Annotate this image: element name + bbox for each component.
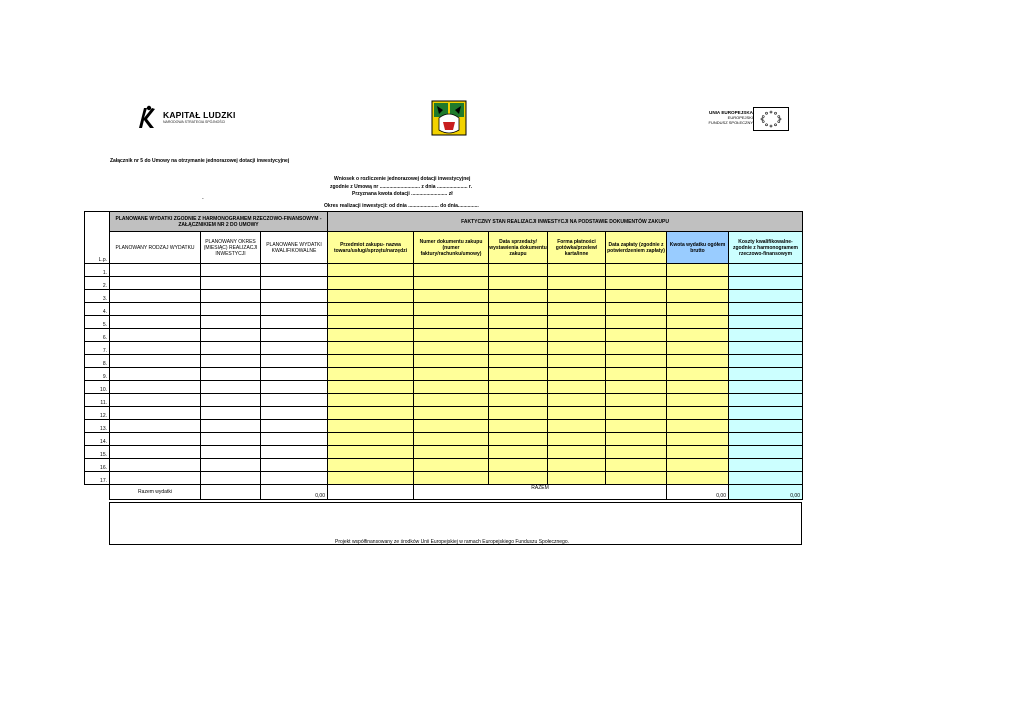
table-cell[interactable] — [110, 342, 201, 355]
table-cell[interactable] — [548, 433, 606, 446]
table-cell[interactable] — [548, 277, 606, 290]
table-cell[interactable] — [328, 459, 414, 472]
table-cell[interactable] — [489, 381, 548, 394]
table-cell[interactable] — [548, 329, 606, 342]
table-cell[interactable] — [606, 407, 667, 420]
table-cell[interactable] — [548, 459, 606, 472]
row-number: 2. — [85, 277, 110, 290]
table-cell[interactable] — [414, 303, 489, 316]
row-number: 1. — [85, 264, 110, 277]
table-cell[interactable] — [667, 459, 729, 472]
table-cell[interactable] — [489, 368, 548, 381]
period-line: Okres realizacji inwestycji: od dnia ...................... do dnia............... — [324, 203, 479, 209]
table-cell[interactable] — [548, 407, 606, 420]
table-cell[interactable] — [328, 264, 414, 277]
table-cell[interactable] — [667, 446, 729, 459]
expense-table — [84, 211, 803, 500]
table-cell[interactable] — [729, 368, 803, 381]
table-cell[interactable] — [667, 368, 729, 381]
table-cell[interactable] — [548, 290, 606, 303]
row-number: 5. — [85, 316, 110, 329]
table-cell[interactable] — [328, 342, 414, 355]
table-cell[interactable] — [667, 407, 729, 420]
table-cell[interactable] — [489, 277, 548, 290]
table-cell[interactable] — [201, 329, 261, 342]
table-cell[interactable] — [328, 303, 414, 316]
table-cell[interactable] — [201, 472, 261, 485]
table-cell[interactable] — [110, 316, 201, 329]
table-cell[interactable] — [261, 264, 328, 277]
row-number: 3. — [85, 290, 110, 303]
row-number: 14. — [85, 433, 110, 446]
table-cell[interactable] — [261, 446, 328, 459]
sum-gross-value: 0,00 — [667, 485, 729, 500]
table-cell[interactable] — [548, 381, 606, 394]
table-row — [85, 264, 803, 277]
table-cell[interactable] — [328, 381, 414, 394]
table-cell[interactable] — [328, 420, 414, 433]
table-cell[interactable] — [489, 303, 548, 316]
kapital-ludzki-logo — [135, 102, 245, 132]
table-cell[interactable] — [201, 277, 261, 290]
table-row — [85, 290, 803, 303]
col-doc-number: Numer dokumentu zakupu (numer faktury/rachunku/umowy) — [414, 232, 489, 264]
table-cell[interactable] — [489, 290, 548, 303]
eu-logo — [697, 107, 789, 131]
table-row — [85, 342, 803, 355]
table-cell[interactable] — [261, 459, 328, 472]
table-cell[interactable] — [729, 303, 803, 316]
table-cell[interactable] — [489, 420, 548, 433]
table-cell[interactable] — [201, 446, 261, 459]
table-cell[interactable] — [110, 329, 201, 342]
table-row — [85, 459, 803, 472]
table-cell[interactable] — [261, 394, 328, 407]
table-cell[interactable] — [201, 420, 261, 433]
table-cell[interactable] — [414, 394, 489, 407]
table-cell[interactable] — [489, 433, 548, 446]
table-cell[interactable] — [414, 446, 489, 459]
table-cell[interactable] — [729, 264, 803, 277]
col-payment-date: Data zapłaty (zgodnie z potwierdzeniem zapłaty) — [606, 232, 667, 264]
table-cell[interactable] — [261, 368, 328, 381]
table-cell[interactable] — [606, 290, 667, 303]
row-number: 15. — [85, 446, 110, 459]
table-row — [85, 420, 803, 433]
table-cell[interactable] — [667, 290, 729, 303]
table-cell[interactable] — [261, 342, 328, 355]
table-cell[interactable] — [414, 472, 489, 485]
table-cell[interactable] — [729, 277, 803, 290]
row-number: 7. — [85, 342, 110, 355]
table-cell[interactable] — [261, 316, 328, 329]
table-cell[interactable] — [729, 342, 803, 355]
table-cell[interactable] — [414, 407, 489, 420]
table-cell[interactable] — [110, 277, 201, 290]
table-cell[interactable] — [328, 472, 414, 485]
table-cell[interactable] — [201, 316, 261, 329]
table-cell[interactable] — [261, 433, 328, 446]
table-cell[interactable] — [606, 264, 667, 277]
kapital-ludzki-subtitle: NARODOWA STRATEGIA SPÓJNOŚCI — [163, 119, 226, 124]
table-cell[interactable] — [548, 355, 606, 368]
table-row — [85, 381, 803, 394]
lp-header: L.p. — [85, 212, 110, 264]
table-cell[interactable] — [729, 433, 803, 446]
attachment-title: Załącznik nr 5 do Umowy na otrzymanie jednorazowej dotacji inwestycyjnej — [110, 158, 290, 164]
request-title: Wniosek o rozliczenie jednorazowej dotacji inwestycyjnej — [334, 176, 471, 182]
table-cell[interactable] — [261, 290, 328, 303]
table-cell[interactable] — [548, 264, 606, 277]
table-cell[interactable] — [548, 368, 606, 381]
table-cell[interactable] — [548, 316, 606, 329]
table-cell[interactable] — [328, 433, 414, 446]
table-cell[interactable] — [201, 433, 261, 446]
table-cell[interactable] — [606, 420, 667, 433]
row-number: 16. — [85, 459, 110, 472]
eu-line3: FUNDUSZ SPOŁECZNY — [708, 120, 753, 125]
table-cell[interactable] — [110, 368, 201, 381]
table-cell[interactable] — [110, 420, 201, 433]
table-cell[interactable] — [729, 459, 803, 472]
table-row — [85, 368, 803, 381]
eu-line2: EUROPEJSKI — [727, 115, 753, 120]
table-cell[interactable] — [729, 355, 803, 368]
table-cell[interactable] — [110, 394, 201, 407]
table-cell[interactable] — [489, 355, 548, 368]
table-cell[interactable] — [667, 472, 729, 485]
table-cell[interactable] — [414, 290, 489, 303]
table-cell[interactable] — [201, 394, 261, 407]
table-cell[interactable] — [729, 316, 803, 329]
eu-flag-icon — [753, 107, 789, 131]
table-cell[interactable] — [489, 329, 548, 342]
table-cell[interactable] — [261, 355, 328, 368]
table-cell[interactable] — [414, 342, 489, 355]
table-cell[interactable] — [328, 277, 414, 290]
table-cell[interactable] — [606, 394, 667, 407]
col-planned-type: PLANOWANY RODZAJ WYDATKU — [110, 232, 201, 264]
table-cell[interactable] — [667, 394, 729, 407]
planned-group-header: PLANOWANE WYDATKI ZGODNIE Z HARMONOGRAMEM RZECZOWO-FINANSOWYM - ZAŁĄCZNIKIEM NR 2 DO UMOWY — [110, 212, 328, 232]
table-cell[interactable] — [606, 459, 667, 472]
table-cell[interactable] — [606, 303, 667, 316]
table-row — [85, 355, 803, 368]
table-cell[interactable] — [606, 381, 667, 394]
table-cell[interactable] — [201, 407, 261, 420]
table-cell[interactable] — [667, 316, 729, 329]
sum-label: Razem wydatki — [110, 485, 201, 500]
table-cell[interactable] — [328, 368, 414, 381]
table-cell[interactable] — [261, 303, 328, 316]
table-cell[interactable] — [328, 316, 414, 329]
table-cell[interactable] — [110, 472, 201, 485]
table-row — [85, 407, 803, 420]
table-cell[interactable] — [110, 446, 201, 459]
table-cell[interactable] — [489, 459, 548, 472]
table-cell[interactable] — [606, 368, 667, 381]
table-cell[interactable] — [110, 407, 201, 420]
table-cell[interactable] — [261, 277, 328, 290]
coat-of-arms-icon — [431, 100, 467, 136]
table-cell[interactable] — [729, 472, 803, 485]
col-gross: Kwota wydatku ogółem brutto — [667, 232, 729, 264]
table-cell[interactable] — [489, 407, 548, 420]
razem-label: RAZEM — [414, 485, 667, 500]
table-cell[interactable] — [606, 355, 667, 368]
table-cell[interactable] — [489, 264, 548, 277]
row-number: 11. — [85, 394, 110, 407]
table-cell[interactable] — [201, 381, 261, 394]
table-cell[interactable] — [667, 433, 729, 446]
table-cell[interactable] — [729, 407, 803, 420]
table-cell[interactable] — [729, 420, 803, 433]
table-cell[interactable] — [548, 420, 606, 433]
table-cell[interactable] — [201, 355, 261, 368]
table-cell[interactable] — [414, 433, 489, 446]
sum-period-cell — [201, 485, 261, 500]
table-cell[interactable] — [667, 420, 729, 433]
table-cell[interactable] — [667, 381, 729, 394]
table-cell[interactable] — [261, 420, 328, 433]
row-number: 10. — [85, 381, 110, 394]
table-cell[interactable] — [667, 303, 729, 316]
table-cell[interactable] — [606, 316, 667, 329]
table-cell[interactable] — [110, 264, 201, 277]
table-row — [85, 316, 803, 329]
table-cell[interactable] — [414, 355, 489, 368]
table-row — [85, 277, 803, 290]
table-cell[interactable] — [201, 368, 261, 381]
table-cell[interactable] — [667, 264, 729, 277]
table-cell[interactable] — [110, 290, 201, 303]
table-cell[interactable] — [548, 342, 606, 355]
table-cell[interactable] — [261, 381, 328, 394]
table-row — [85, 329, 803, 342]
row-number: 8. — [85, 355, 110, 368]
table-cell[interactable] — [606, 277, 667, 290]
row-number: 17. — [85, 472, 110, 485]
kapital-ludzki-emblem-icon — [135, 104, 157, 130]
table-cell[interactable] — [414, 420, 489, 433]
row-number: 4. — [85, 303, 110, 316]
grant-amount-line: Przyznana kwota dotacji .......................... zł — [352, 191, 453, 197]
table-cell[interactable] — [328, 290, 414, 303]
eu-line1: UNIA EUROPEJSKA — [709, 110, 753, 115]
col-planned-qualified: PLANOWANE WYDATKI KWALIFIKOWALNE — [261, 232, 328, 264]
row-number: 13. — [85, 420, 110, 433]
actual-group-header: FAKTYCZNY STAN REALIZACJI INWESTYCJI NA PODSTAWIE DOKUMENTÓW ZAKUPU — [328, 212, 803, 232]
table-cell[interactable] — [328, 446, 414, 459]
table-cell[interactable] — [414, 381, 489, 394]
table-cell[interactable] — [261, 472, 328, 485]
table-cell[interactable] — [414, 329, 489, 342]
table-cell[interactable] — [201, 290, 261, 303]
table-cell[interactable] — [606, 329, 667, 342]
table-cell[interactable] — [548, 446, 606, 459]
dash-mark: - — [202, 196, 204, 202]
table-cell[interactable] — [414, 316, 489, 329]
table-cell[interactable] — [110, 381, 201, 394]
table-cell[interactable] — [548, 394, 606, 407]
table-cell[interactable] — [606, 433, 667, 446]
sum-qualified-value: 0,00 — [729, 485, 803, 500]
table-cell[interactable] — [110, 303, 201, 316]
table-cell[interactable] — [489, 316, 548, 329]
col-qualified: Koszty kwalifikowalne- zgodnie z harmonogramem rzeczowo-finansowym — [729, 232, 803, 264]
table-cell[interactable] — [667, 342, 729, 355]
table-cell[interactable] — [729, 446, 803, 459]
footer-note: Projekt współfinansowany ze środków Unii Europejskiej w ramach Europejskiego Funduszu Społecznego. — [335, 539, 570, 545]
table-cell[interactable] — [110, 459, 201, 472]
table-row — [85, 446, 803, 459]
table-cell[interactable] — [606, 472, 667, 485]
col-subject: Przedmiot zakupu- nazwa towaru/usługi/sprzętu/narzędzi — [328, 232, 414, 264]
sum-subject-cell — [328, 485, 414, 500]
table-row — [85, 303, 803, 316]
table-cell[interactable] — [261, 329, 328, 342]
table-cell[interactable] — [414, 277, 489, 290]
table-cell[interactable] — [667, 329, 729, 342]
table-cell[interactable] — [667, 277, 729, 290]
table-cell[interactable] — [606, 446, 667, 459]
table-cell[interactable] — [414, 459, 489, 472]
row-number: 9. — [85, 368, 110, 381]
table-cell[interactable] — [729, 290, 803, 303]
table-cell[interactable] — [729, 394, 803, 407]
table-cell[interactable] — [328, 329, 414, 342]
table-row — [85, 394, 803, 407]
table-row — [85, 472, 803, 485]
kapital-ludzki-title: KAPITAŁ LUDZKI — [163, 109, 236, 120]
table-cell[interactable] — [667, 355, 729, 368]
col-planned-period: PLANOWANY OKRES (MIESIĄC) REALIZACJI INWESTYCJI — [201, 232, 261, 264]
table-cell[interactable] — [414, 264, 489, 277]
table-cell[interactable] — [414, 368, 489, 381]
row-number: 12. — [85, 407, 110, 420]
table-cell[interactable] — [729, 329, 803, 342]
table-cell[interactable] — [328, 394, 414, 407]
agreement-line: zgodnie z Umową nr ............................. z dnia ...................... r. — [330, 184, 472, 190]
table-cell[interactable] — [201, 264, 261, 277]
sum-planned-value: 0,00 — [261, 485, 328, 500]
table-cell[interactable] — [489, 394, 548, 407]
col-payment-form: Forma płatności gotówka/przelew/ karta/inne — [548, 232, 606, 264]
col-sale-date: Data sprzedaży/ wystawienia dokumentu zakupu — [489, 232, 548, 264]
table-cell[interactable] — [729, 381, 803, 394]
table-cell[interactable] — [328, 407, 414, 420]
table-cell[interactable] — [110, 355, 201, 368]
table-cell[interactable] — [606, 342, 667, 355]
table-cell[interactable] — [110, 433, 201, 446]
table-cell[interactable] — [261, 407, 328, 420]
row-number: 6. — [85, 329, 110, 342]
table-cell[interactable] — [489, 472, 548, 485]
table-cell[interactable] — [548, 303, 606, 316]
table-cell[interactable] — [489, 342, 548, 355]
table-cell[interactable] — [489, 446, 548, 459]
table-cell[interactable] — [201, 459, 261, 472]
table-cell[interactable] — [201, 303, 261, 316]
table-row — [85, 433, 803, 446]
table-cell[interactable] — [201, 342, 261, 355]
table-cell[interactable] — [548, 472, 606, 485]
table-cell[interactable] — [328, 355, 414, 368]
